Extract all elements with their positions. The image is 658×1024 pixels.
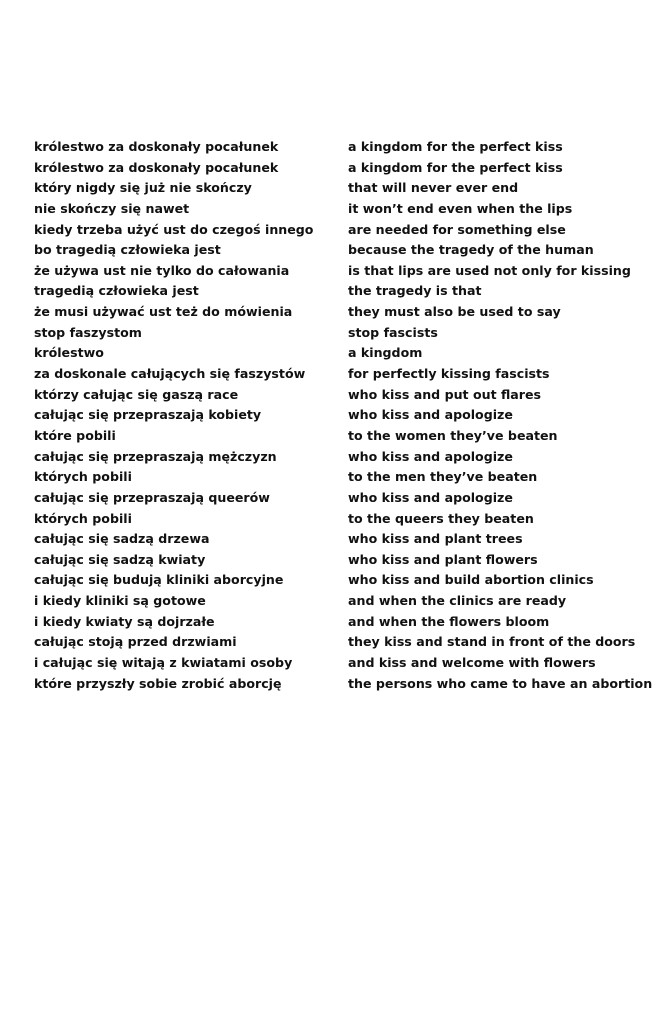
poem-line: who kiss and apologize bbox=[348, 448, 513, 464]
poem-line: które przyszły sobie zrobić aborcję bbox=[34, 675, 282, 691]
poem-line: a kingdom for the perfect kiss bbox=[348, 139, 563, 154]
poem-line: and when the clinics are ready bbox=[348, 593, 567, 609]
poem-line: królestwo za doskonały pocałunek bbox=[34, 139, 279, 154]
poem-line: the tragedy is that bbox=[348, 283, 482, 299]
poem-line: to the women they’ve beaten bbox=[348, 427, 558, 443]
poem-line: who kiss and build abortion clinics bbox=[348, 572, 594, 588]
poem-line: to the men they’ve beaten bbox=[348, 469, 538, 485]
poem-line: bo tragedią człowieka jest bbox=[34, 242, 221, 258]
poem-line: because the tragedy of the human bbox=[348, 242, 594, 258]
poem-line: których pobili bbox=[34, 469, 132, 485]
poem-line: całując się sadzą drzewa bbox=[34, 531, 210, 547]
poem-line: who kiss and plant trees bbox=[348, 531, 523, 547]
poem-line: a kingdom for the perfect kiss bbox=[348, 159, 563, 175]
poem-line: całując stoją przed drzwiami bbox=[34, 634, 237, 650]
poem-line: całując się przepraszają kobiety bbox=[34, 407, 262, 423]
poem-line: is that lips are used not only for kissing bbox=[348, 262, 631, 278]
poem-line: they must also be used to say bbox=[348, 304, 561, 320]
polish-poem-column bbox=[34, 137, 334, 694]
poem-line: i kiedy kwiaty są dojrzałe bbox=[34, 613, 215, 629]
poem-line: a kingdom bbox=[348, 345, 423, 361]
poem-line: nie skończy się nawet bbox=[34, 200, 190, 216]
poem-line: że używa ust nie tylko do całowania bbox=[34, 262, 290, 278]
english-poem-column bbox=[348, 137, 653, 694]
poem-line: całując się przepraszają queerów bbox=[34, 489, 270, 505]
poem-line: za doskonale całujących się faszystów bbox=[34, 366, 306, 382]
poem-line: całując się budują kliniki aborcyjne bbox=[34, 572, 284, 588]
poem-line: to the queers they beaten bbox=[348, 510, 534, 526]
poem-line: they kiss and stand in front of the doors bbox=[348, 634, 636, 650]
poem-line: who kiss and put out flares bbox=[348, 386, 542, 402]
poem-line: who kiss and plant flowers bbox=[348, 551, 538, 567]
poem-line: who kiss and apologize bbox=[348, 407, 513, 423]
poem-line: it won’t end even when the lips bbox=[348, 200, 573, 216]
poem-line: i całując się witają z kwiatami osoby bbox=[34, 655, 293, 671]
poem-line: the persons who came to have an abortion bbox=[348, 675, 653, 691]
poem-line: całując się sadzą kwiaty bbox=[34, 551, 206, 567]
poem-line: królestwo bbox=[34, 345, 104, 361]
poem-line: stop faszystom bbox=[34, 324, 142, 340]
poem-line: and kiss and welcome with flowers bbox=[348, 655, 596, 671]
poem-line: who kiss and apologize bbox=[348, 489, 513, 505]
poem-line: for perfectly kissing fascists bbox=[348, 366, 550, 382]
poem-line: tragedią człowieka jest bbox=[34, 283, 199, 299]
poem-line: i kiedy kliniki są gotowe bbox=[34, 593, 206, 609]
poem-line: które pobili bbox=[34, 427, 116, 443]
poem-line: który nigdy się już nie skończy bbox=[34, 180, 252, 196]
poem-line: którzy całując się gaszą race bbox=[34, 386, 239, 402]
poem-line: królestwo za doskonały pocałunek bbox=[34, 159, 279, 175]
poem-line: and when the flowers bloom bbox=[348, 613, 550, 629]
poem-line: całując się przepraszają mężczyzn bbox=[34, 448, 277, 464]
poem-line: are needed for something else bbox=[348, 221, 566, 237]
poem-line: których pobili bbox=[34, 510, 132, 526]
poem-line: kiedy trzeba użyć ust do czegoś innego bbox=[34, 221, 314, 237]
poem-line: stop fascists bbox=[348, 324, 438, 340]
poem-line: that will never ever end bbox=[348, 180, 519, 196]
poem-line: że musi używać ust też do mówienia bbox=[34, 304, 293, 320]
